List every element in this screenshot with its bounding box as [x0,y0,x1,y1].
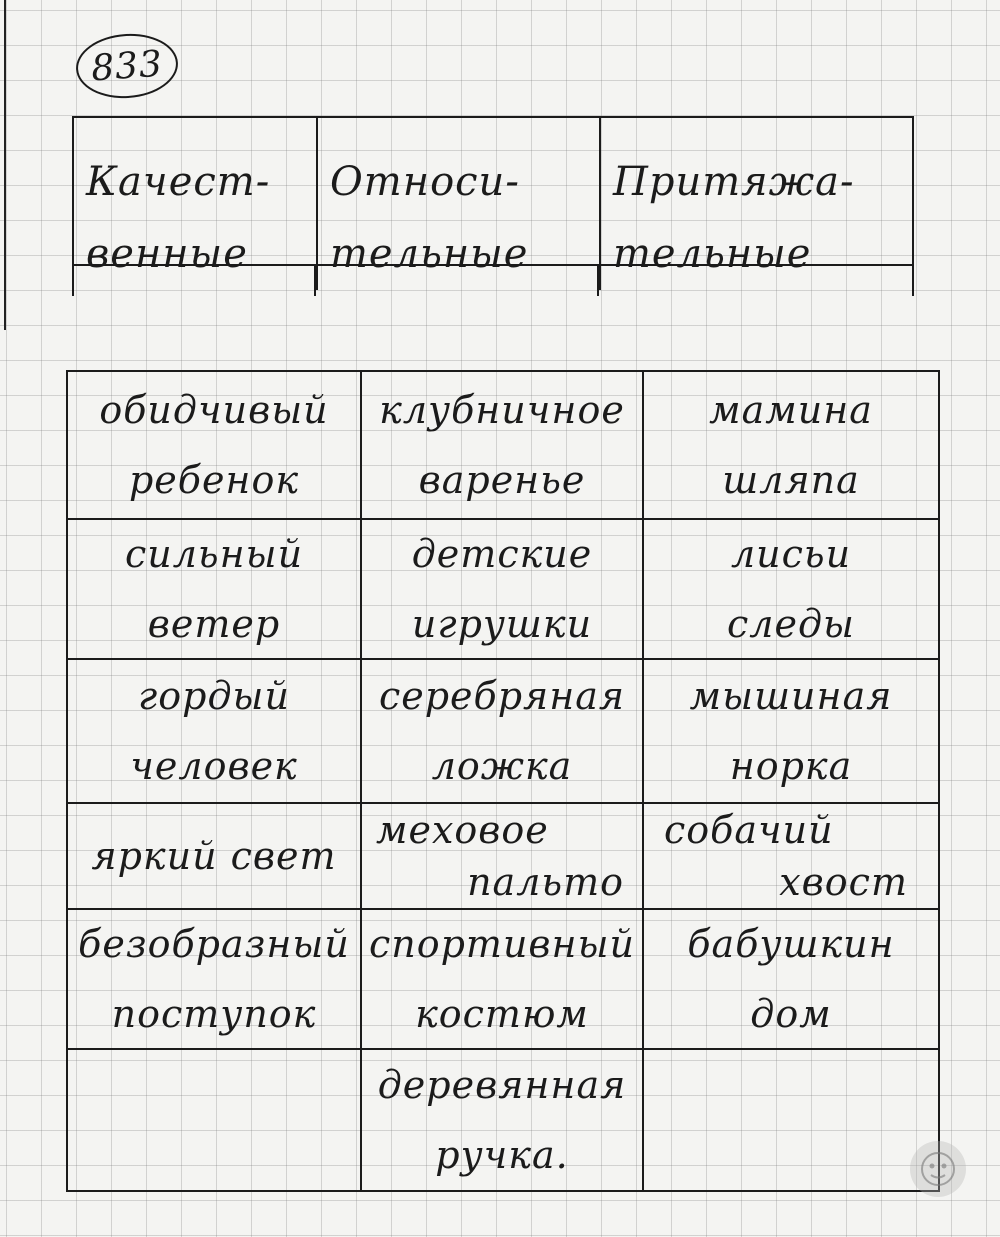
table-cell [362,372,644,520]
cell-text: клубничное [379,388,625,432]
table-cell [68,520,362,660]
table-line [912,266,914,296]
face-icon [918,1149,958,1189]
table-line [597,266,599,296]
cell-text: ветер [147,602,281,646]
table-cell [68,804,362,910]
table-cell-empty [68,1050,362,1190]
cell-text: ложка [431,744,573,788]
table-cell [644,804,938,910]
cell-text: гордый [138,674,290,718]
table-cell-empty [644,1050,938,1190]
table-cell [68,910,362,1050]
table-cell [362,804,644,910]
header-cell-qualitative [74,118,318,290]
adjectives-table [66,370,940,1192]
header-text: Качест- [86,159,271,205]
cell-text: лисьи [730,532,852,576]
header-text: венные [86,231,248,277]
cell-text: пальто [467,860,624,904]
table-cell [644,372,938,520]
cell-text: мышиная [689,674,893,718]
cell-text: яркий свет [91,834,337,878]
cell-text: хвост [779,860,908,904]
table-line [72,266,74,296]
cell-text: костюм [415,992,589,1036]
watermark-logo [910,1141,966,1197]
cell-text: человек [130,744,298,788]
exercise-number [74,31,180,102]
header-text: Относи- [330,159,520,205]
cell-text: ручка. [435,1133,569,1177]
table-line [314,266,316,296]
cell-text: собачий [664,808,834,852]
notebook-margin-line [4,0,6,330]
cell-text: мамина [709,388,873,432]
table-cell [644,660,938,804]
table-cell [644,910,938,1050]
cell-text: варенье [418,458,586,502]
cell-text: ребенок [128,458,300,502]
header-table [72,116,914,277]
cell-text: безобразный [78,922,350,966]
header-cell-relative [318,118,601,290]
table-cell [362,910,644,1050]
exercise-number-text: 833 [89,43,165,89]
cell-text: игрушки [411,602,593,646]
cell-text: норка [729,744,853,788]
table-cell [68,372,362,520]
cell-text: деревянная [377,1063,627,1107]
cell-text: детские [411,532,593,576]
table-cell [362,660,644,804]
cell-text: поступок [111,992,317,1036]
cell-text: меховое [376,808,549,852]
header-text: тельные [613,231,812,277]
header-text: Притяжа- [613,159,855,205]
table-cell [362,520,644,660]
cell-text: следы [727,602,855,646]
cell-text: шляпа [722,458,860,502]
table-cell [362,1050,644,1190]
cell-text: спортивный [368,922,636,966]
cell-text: сильный [124,532,304,576]
header-text: тельные [330,231,529,277]
cell-text: обидчивый [99,388,329,432]
cell-text: серебряная [378,674,626,718]
table-cell [644,520,938,660]
header-cell-possessive [601,118,912,290]
header-table-tails [72,266,914,296]
table-cell [68,660,362,804]
cell-text: дом [750,992,832,1036]
cell-text: бабушкин [687,922,895,966]
